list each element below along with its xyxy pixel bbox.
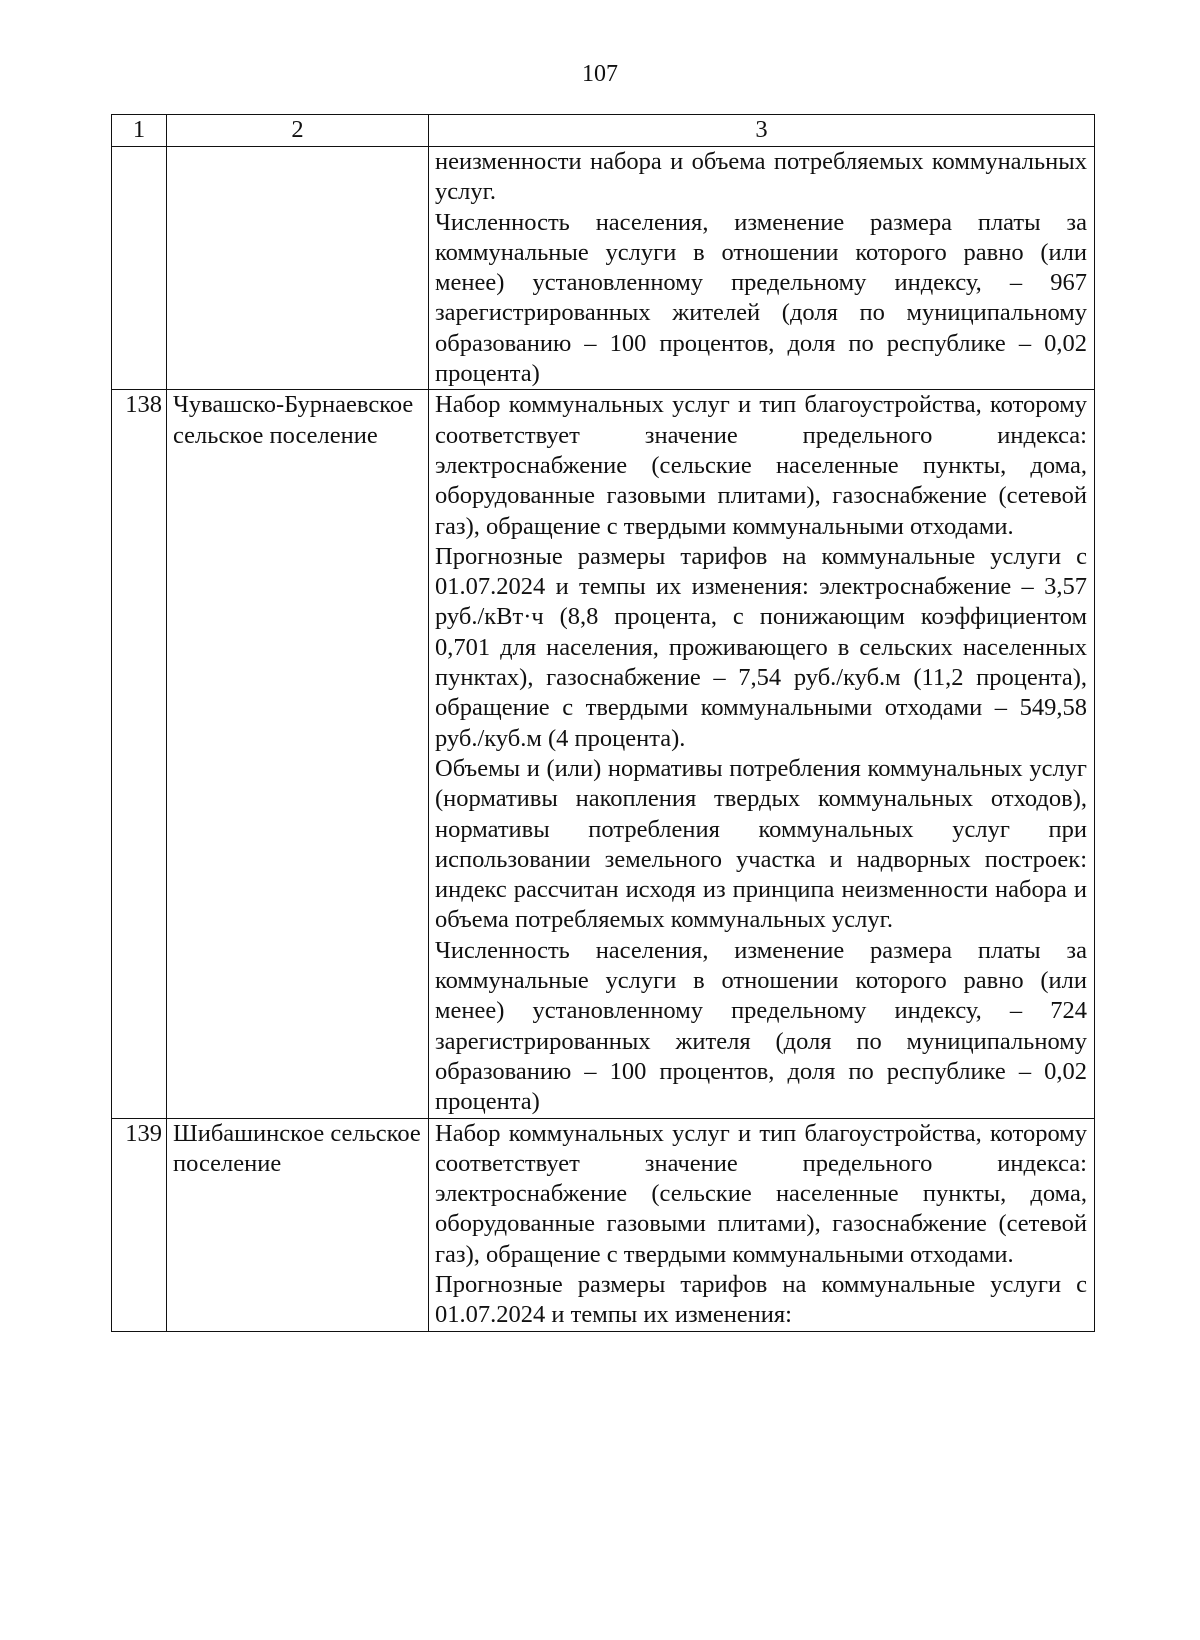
description-paragraph: Численность населения, изменение размера платы за коммунальные услуги в отношении которого равно (или менее) установленному предельному индексу, – 967 зарегистрированных жителей (доля по муниципальному образованию – 100 процентов, доля по республике – 0,02 процента): [435, 208, 1087, 388]
column-header-1: 1: [112, 115, 167, 147]
row-description: [429, 147, 1095, 390]
row-description: [429, 1118, 1095, 1331]
settlement-name: Шибашинское сельское поселение: [167, 1118, 429, 1331]
settlement-name: Чувашско-Бурнаевское сельское поселение: [167, 390, 429, 1118]
column-header-2: 2: [167, 115, 429, 147]
tariff-table: [111, 114, 1095, 1332]
description-paragraph: неизменности набора и объема потребляемых коммунальных услуг.: [435, 148, 1087, 206]
row-number: 138: [112, 390, 167, 1118]
description-paragraph: Прогнозные размеры тарифов на коммунальные услуги с 01.07.2024 и темпы их изменения: электроснабжение – 3,57 руб./кВт·ч (8,8 процента, с понижающим коэффициентом 0,701 для населения, проживающего в сельских населенных пунктах), газоснабжение – 7,54 руб./куб.м (11,2 процента), обращение с твердыми коммунальными отходами – 549,58 руб./куб.м (4 процента).: [435, 542, 1087, 752]
description-paragraph: Численность населения, изменение размера платы за коммунальные услуги в отношении которого равно (или менее) установленному предельному индексу, – 724 зарегистрированных жителя (доля по муниципальному образованию – 100 процентов, доля по республике – 0,02 процента): [435, 936, 1087, 1116]
row-number: [112, 147, 167, 390]
table-row: [112, 147, 1095, 390]
table-row: [112, 1118, 1095, 1331]
page-number: 107: [582, 61, 618, 87]
row-description: [429, 390, 1095, 1118]
description-paragraph: Объемы и (или) нормативы потребления коммунальных услуг (нормативы накопления твердых коммунальных отходов), нормативы потребления коммунальных услуг при использовании земельного участка и надворных построек: индекс рассчитан исходя из принципа неизменности набора и объема потребляемых коммунальных услуг.: [435, 754, 1087, 934]
row-number: 139: [112, 1118, 167, 1331]
table-row: [112, 390, 1095, 1118]
table-header-row: [112, 115, 1095, 147]
description-paragraph: Набор коммунальных услуг и тип благоустройства, которому соответствует значение предельного индекса: электроснабжение (сельские населенные пункты, дома, оборудованные газовыми плитами), газоснабжение (сетевой газ), обращение с твердыми коммунальными отходами.: [435, 391, 1087, 540]
column-header-3: 3: [429, 115, 1095, 147]
settlement-name: [167, 147, 429, 390]
description-paragraph: Прогнозные размеры тарифов на коммунальные услуги с 01.07.2024 и темпы их изменения:: [435, 1270, 1087, 1329]
description-paragraph: Набор коммунальных услуг и тип благоустройства, которому соответствует значение предельного индекса: электроснабжение (сельские населенные пункты, дома, оборудованные газовыми плитами), газоснабжение (сетевой газ), обращение с твердыми коммунальными отходами.: [435, 1119, 1087, 1268]
